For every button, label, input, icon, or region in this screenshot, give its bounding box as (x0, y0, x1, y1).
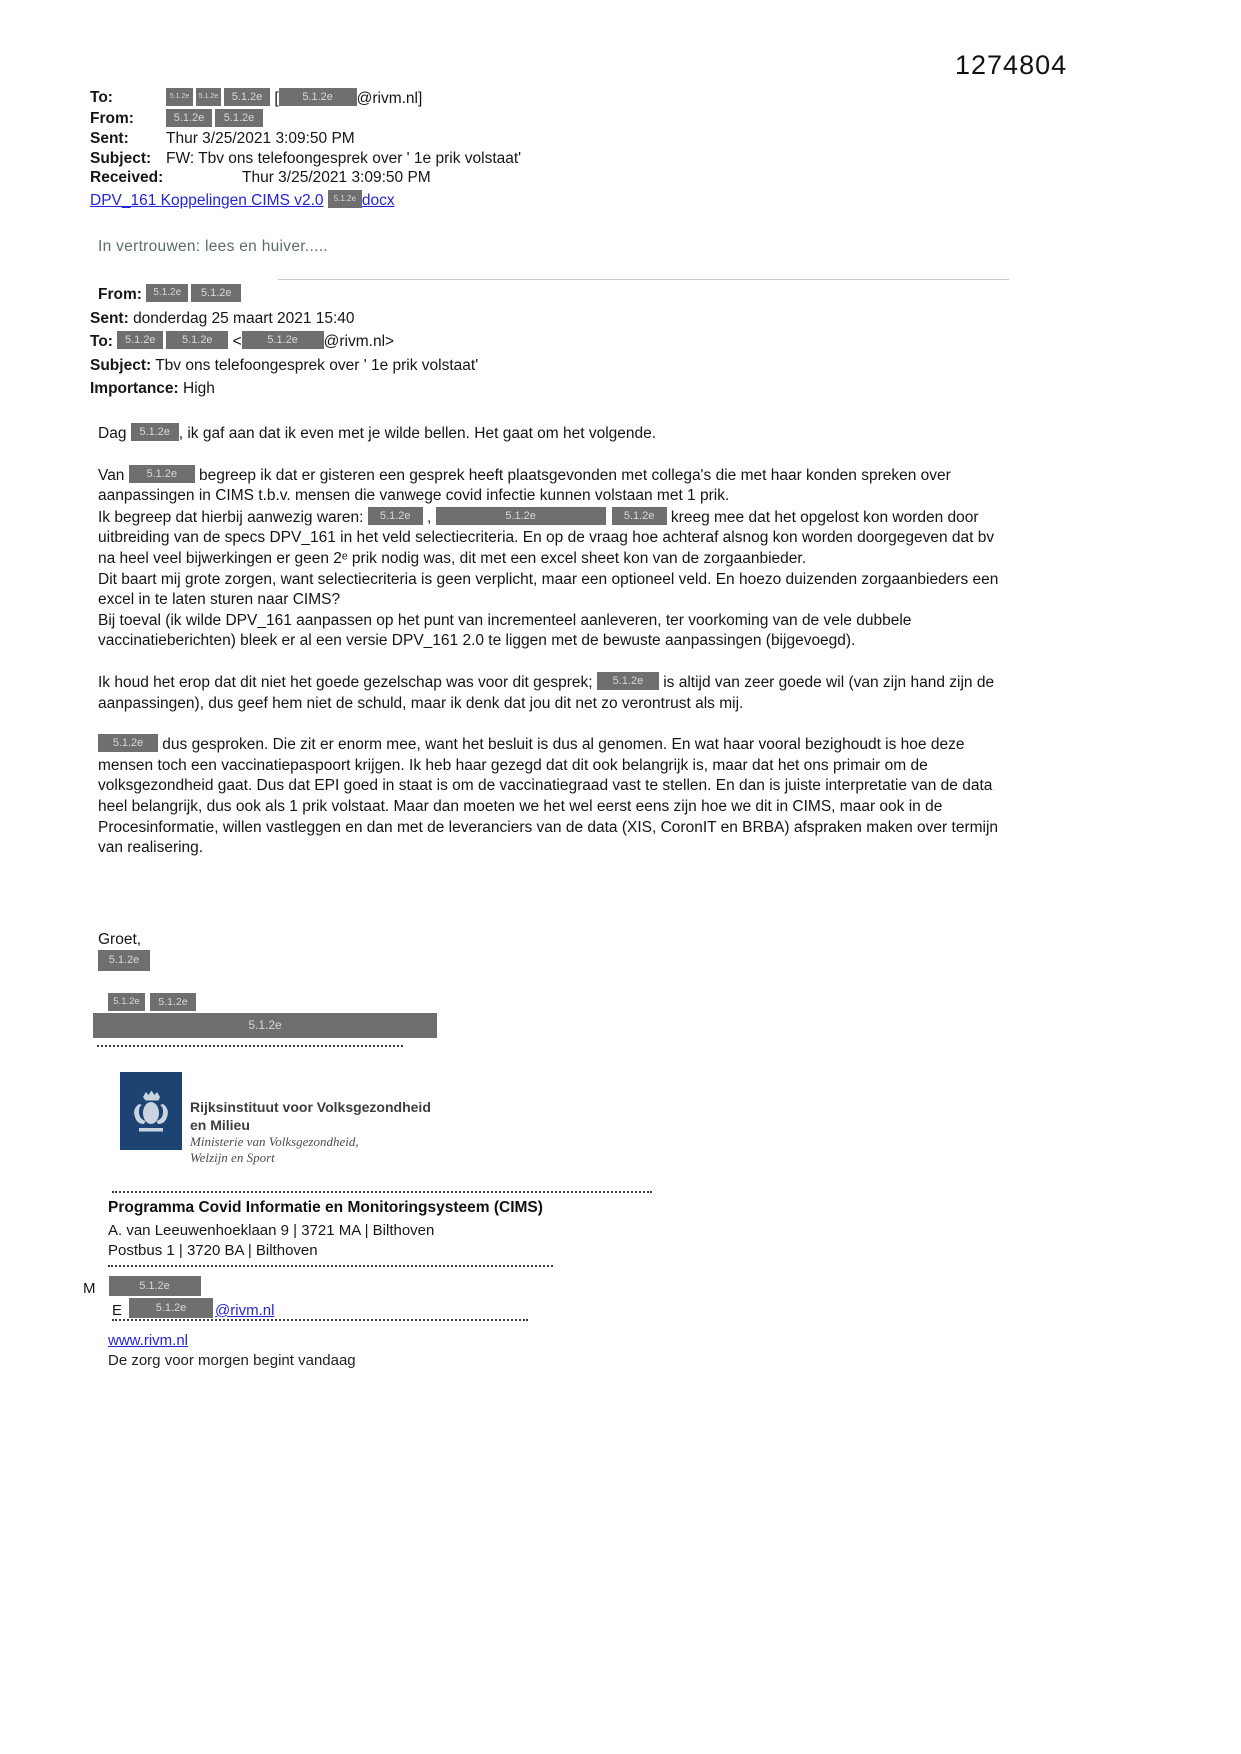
sent-row (90, 307, 930, 331)
subject-label: Subject: (90, 149, 152, 167)
body-text: Ik begreep dat hierbij aanwezig waren: (98, 508, 368, 526)
redaction-box: 5.1.2e (436, 507, 606, 525)
received-row (90, 168, 910, 188)
from-label: From: (98, 286, 142, 303)
to-label: To: (90, 333, 113, 350)
body-text: Van (98, 466, 129, 484)
redaction-box: 5.1.2e (597, 672, 659, 690)
subject-row (90, 354, 930, 378)
body-text: dus gesproken. Die zit er enorm mee, want het besluit is dus al genomen. En wat haar vooral bezighoudt is hoe deze mensen toch een vaccinatiepaspoort krijgen. Ik heb haar gezegd dat dit ook belangrijk is, maar dat het ons primair om de volksgezondheid gaat. Dus dat EPI goed in staat is om de vaccinatiegraad vast te stellen. En dan is juiste interpretatie van de data heel belangrijk, dus ook als 1 prik volstaat. Maar dan moeten we het wel eerst eens zijn hoe we dit in CIMS, maar ook in de Procesinformatie, willen vastleggen en dan met de leveranciers van de data (XIS, CoronIT en BRBA) afspraken maken over termijn van realisering. (98, 736, 999, 857)
importance-row (90, 377, 930, 401)
document-number: 1274804 (955, 50, 1068, 80)
blank-line (98, 714, 1014, 734)
dotted-divider (112, 1319, 528, 1321)
subject-label: Subject: (90, 356, 152, 374)
importance-label: Importance: (90, 380, 179, 397)
from-label: From: (90, 109, 134, 127)
rivm-logo-text (190, 1099, 431, 1166)
blank-line (98, 652, 1014, 672)
redaction-box: 5.1.2e (146, 284, 188, 302)
subject-value: FW: Tbv ons telefoongesprek over ' 1e prik volstaat' (166, 149, 522, 167)
body-text: Dag (98, 425, 131, 442)
body-paragraph: Bij toeval (ik wilde DPV_161 aanpassen op het punt van incrementeel aanleveren, ter voorkoming van de vele dubbele vaccinatieberichten) bleek er al een versie DPV_161 2.0 te liggen met de bewuste aanpassingen (bijgevoegd). (98, 611, 912, 650)
mobile-label: M (83, 1280, 96, 1297)
logo-line: Rijksinstituut voor Volksgezondheid (190, 1099, 431, 1115)
tagline: De zorg voor morgen begint vandaag (108, 1352, 356, 1369)
street-address: A. van Leeuwenhoeklaan 9 | 3721 MA | Bilthoven (108, 1222, 435, 1239)
email-body (98, 423, 1014, 859)
body-paragraph (98, 734, 1014, 859)
website-row (108, 1332, 188, 1349)
sent-label: Sent: (90, 309, 129, 327)
redaction-box: 5.1.2e (129, 1298, 213, 1318)
to-value (166, 88, 910, 109)
sent-value: donderdag 25 maart 2021 15:40 (133, 309, 355, 327)
postal-address: Postbus 1 | 3720 BA | Bilthoven (108, 1242, 318, 1259)
dotted-divider (97, 1045, 403, 1047)
dotted-divider (108, 1265, 553, 1267)
attachment-link[interactable]: DPV_161 Koppelingen CIMS v2.0 (90, 191, 324, 209)
logo-line: en Milieu (190, 1116, 250, 1133)
subject-value: Tbv ons telefoongesprek over ' 1e prik volstaat' (155, 356, 479, 374)
body-paragraph (98, 423, 1014, 445)
sent-row (90, 129, 910, 149)
redaction-box: 5.1.2e (242, 331, 324, 349)
body-text: begreep ik dat er gisteren een gesprek heeft plaatsgevonden met collega's die met haar konden spreken over aanpassingen in CIMS t.b.v. mensen die vanwege covid infectie kunnen volstaan met 1 prik. (98, 466, 951, 505)
to-row (90, 330, 930, 354)
redaction-box: 5.1.2e (98, 950, 150, 971)
redaction-box: 5.1.2e (196, 88, 221, 106)
redaction-box: 5.1.2e (117, 331, 163, 349)
outer-email-header (90, 88, 910, 211)
from-row (90, 109, 910, 130)
redaction-box: 5.1.2e (108, 993, 145, 1011)
to-domain: @rivm.nl> (323, 333, 395, 350)
redaction-box: 5.1.2e (150, 993, 196, 1011)
body-paragraph (98, 465, 1014, 507)
received-label: Received: (90, 169, 164, 187)
to-label: To: (90, 89, 113, 106)
redaction-bar: 5.1.2e (93, 1013, 437, 1038)
body-paragraph (98, 507, 1014, 570)
logo-line: Welzijn en Sport (190, 1150, 275, 1165)
redaction-box: 5.1.2e (224, 88, 270, 106)
logo-line: Ministerie van Volksgezondheid, (190, 1134, 359, 1149)
sent-label: Sent: (90, 130, 129, 148)
coat-of-arms-icon (130, 1087, 172, 1135)
redaction-box: 5.1.2e (131, 423, 179, 441)
rivm-logo (120, 1072, 182, 1150)
redaction-box: 5.1.2e (166, 109, 212, 127)
blank-line (98, 445, 1014, 465)
email-link[interactable]: @rivm.nl (215, 1302, 275, 1319)
to-row (90, 88, 910, 109)
quoted-message-divider (278, 279, 1009, 280)
redaction-box: 5.1.2e (109, 1276, 201, 1296)
body-paragraph: Dit baart mij grote zorgen, want selectiecriteria is geen verplicht, maar een optioneel veld. En hoezo duizenden zorgaanbieders een excel in te laten sturen naar CIMS? (98, 570, 999, 609)
redaction-box: 5.1.2e (166, 331, 228, 349)
redaction-box: 5.1.2e (215, 109, 263, 127)
angle-open: < (232, 333, 242, 350)
attachment-ext-link[interactable]: docx (361, 191, 395, 209)
redaction-box: 5.1.2e (279, 88, 357, 106)
from-row (90, 283, 930, 307)
confidential-note: In vertrouwen: lees en huiver..... (98, 238, 328, 255)
body-text: is altijd van zeer goede wil (van zijn hand zijn de aanpassingen), dus geef hem niet de schuld, maar ik denk dat jou dit net zo verontrust als mij. (98, 673, 995, 712)
closing-salutation: Groet, (98, 931, 142, 948)
body-text: Ik houd het erop dat dit niet het goede gezelschap was voor dit gesprek; (98, 673, 597, 691)
importance-value: High (183, 380, 215, 397)
redaction-box: 5.1.2e (328, 190, 362, 208)
body-text: kreeg mee dat het opgelost kon worden door uitbreiding van de specs DPV_161 in het veld selectiecriteria. En op de vraag hoe achteraf alsnog kon worden doorgegeven dat bv na heel veel bijwerkingen er geen 2ᵉ prik nodig was, dit met een excel sheet kon van de zorgaanbieder. (98, 508, 995, 567)
body-paragraph (98, 672, 1014, 714)
bracket-open: [ (274, 90, 279, 107)
sent-value: Thur 3/25/2021 3:09:50 PM (166, 130, 355, 148)
mobile-row (83, 1276, 201, 1297)
website-link[interactable]: www.rivm.nl (108, 1332, 189, 1349)
body-text: , (422, 508, 436, 526)
attachment-row (90, 190, 910, 211)
received-value: Thur 3/25/2021 3:09:50 PM (242, 169, 431, 187)
redaction-box: 5.1.2e (98, 734, 158, 752)
body-text: , ik gaf aan dat ik even met je wilde bellen. Het gaat om het volgende. (178, 425, 657, 442)
email-label: E (112, 1302, 123, 1319)
redaction-box: 5.1.2e (129, 465, 195, 483)
redaction-box: 5.1.2e (166, 88, 193, 106)
subject-row (90, 149, 910, 169)
redaction-box: 5.1.2e (368, 507, 423, 525)
dotted-divider (112, 1191, 652, 1193)
redaction-box: 5.1.2e (612, 507, 667, 525)
from-value (166, 109, 910, 130)
program-title: Programma Covid Informatie en Monitoringsysteem (CIMS) (108, 1199, 543, 1216)
to-domain: @rivm.nl] (356, 90, 423, 107)
email-row (112, 1298, 274, 1319)
redaction-box: 5.1.2e (191, 284, 241, 302)
inner-email-header (90, 283, 930, 401)
